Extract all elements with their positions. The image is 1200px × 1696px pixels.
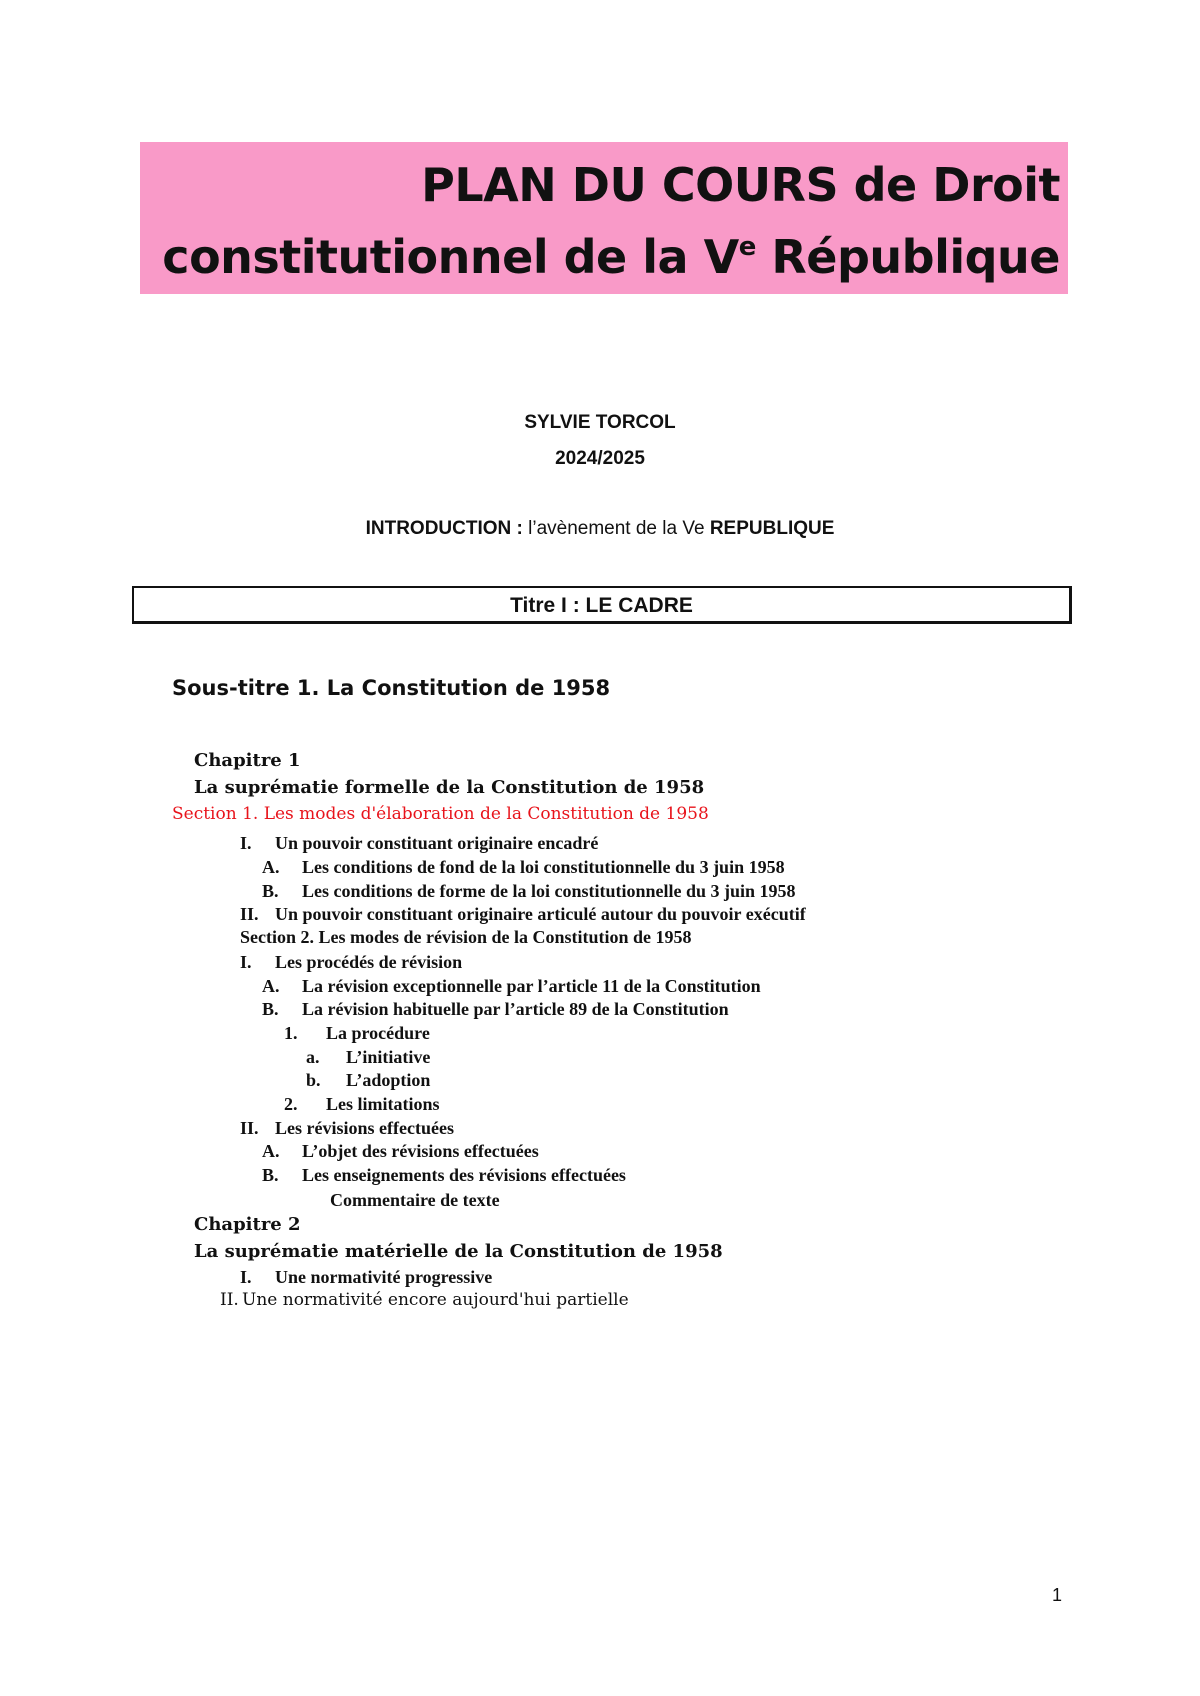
outline-text: Les révisions effectuées xyxy=(275,1118,454,1138)
outline-text: Les conditions de fond de la loi constitutionnelle du 3 juin 1958 xyxy=(302,857,785,877)
outline-text: Les enseignements des révisions effectuées xyxy=(302,1165,626,1185)
outline-text: L’adoption xyxy=(346,1070,431,1090)
outline-item xyxy=(262,1142,539,1160)
outline-number: I. xyxy=(240,833,252,853)
outline-number: II. xyxy=(240,1118,259,1138)
outline-item xyxy=(220,1292,629,1309)
chapter-2-title: La suprématie matérielle de la Constitution de 1958 xyxy=(194,1241,723,1262)
introduction-heading xyxy=(0,518,1200,540)
introduction-tail: REPUBLIQUE xyxy=(709,518,835,539)
outline-text: Une normativité encore aujourd'hui partielle xyxy=(242,1290,629,1310)
outline-text: Les procédés de révision xyxy=(275,952,463,972)
outline-item xyxy=(306,1048,430,1066)
outline-number: 1. xyxy=(284,1023,298,1043)
outline-item xyxy=(240,953,462,971)
title-line-1: PLAN DU COURS de Droit xyxy=(421,158,1060,212)
outline-number: A. xyxy=(262,976,280,996)
outline-item xyxy=(240,905,806,923)
outline-number: a. xyxy=(306,1047,320,1067)
outline-number: B. xyxy=(262,1165,279,1185)
introduction-text: l’avènement de la Ve xyxy=(522,518,710,539)
outline-number: I. xyxy=(240,952,252,972)
outline-text: La procédure xyxy=(326,1023,430,1043)
commentaire-de-texte: Commentaire de texte xyxy=(330,1190,500,1210)
outline-item xyxy=(240,1268,492,1286)
title-banner xyxy=(140,142,1068,294)
outline-item xyxy=(262,882,796,900)
outline-item xyxy=(262,977,761,995)
outline-number: A. xyxy=(262,857,280,877)
outline-text: Les limitations xyxy=(326,1094,440,1114)
outline-number: I. xyxy=(240,1267,252,1287)
outline-item xyxy=(284,1095,440,1113)
introduction-label: INTRODUCTION : xyxy=(365,518,523,539)
outline-text: L’objet des révisions effectuées xyxy=(302,1141,539,1161)
title-line-2-suffix: République xyxy=(755,230,1060,284)
outline-item xyxy=(262,1166,626,1184)
chapter-2-label: Chapitre 2 xyxy=(194,1214,301,1235)
outline-text: La révision exceptionnelle par l’article 11 de la Constitution xyxy=(302,976,761,996)
outline-text: La révision habituelle par l’article 89 de la Constitution xyxy=(302,999,729,1019)
sous-titre: Sous-titre 1. La Constitution de 1958 xyxy=(172,676,611,700)
outline-item xyxy=(240,1119,454,1137)
outline-item xyxy=(284,1024,430,1042)
outline-text: L’initiative xyxy=(346,1047,431,1067)
page-number: 1 xyxy=(1052,1585,1063,1605)
outline-text: Les conditions de forme de la loi constitutionnelle du 3 juin 1958 xyxy=(302,881,796,901)
author-name: SYLVIE TORCOL xyxy=(524,412,676,433)
title-line-2 xyxy=(162,230,1060,284)
section-1-heading: Section 1. Les modes d'élaboration de la Constitution de 1958 xyxy=(172,804,709,824)
section-2-heading: Section 2. Les modes de révision de la Constitution de 1958 xyxy=(240,927,692,947)
outline-text: Une normativité progressive xyxy=(275,1267,493,1287)
chapter-1-title: La suprématie formelle de la Constitution de 1958 xyxy=(194,777,705,798)
chapter-1-label: Chapitre 1 xyxy=(194,750,301,771)
outline-number: II. xyxy=(240,904,259,924)
outline-text: Un pouvoir constituant originaire articulé autour du pouvoir exécutif xyxy=(275,904,806,924)
outline-number: B. xyxy=(262,999,279,1019)
title-superscript: e xyxy=(738,232,756,262)
titre-box: Titre I : LE CADRE xyxy=(132,586,1072,624)
outline-text: Un pouvoir constituant originaire encadré xyxy=(275,833,599,853)
outline-item xyxy=(262,858,785,876)
outline-item xyxy=(240,834,598,852)
academic-year: 2024/2025 xyxy=(555,448,645,469)
outline-item xyxy=(262,1000,729,1018)
outline-number: 2. xyxy=(284,1094,298,1114)
title-line-2-prefix: constitutionnel de la V xyxy=(162,230,739,284)
outline-item xyxy=(306,1071,430,1089)
outline-number: II. xyxy=(220,1290,239,1310)
outline-number: B. xyxy=(262,881,279,901)
outline-number: A. xyxy=(262,1141,280,1161)
outline-number: b. xyxy=(306,1070,321,1090)
